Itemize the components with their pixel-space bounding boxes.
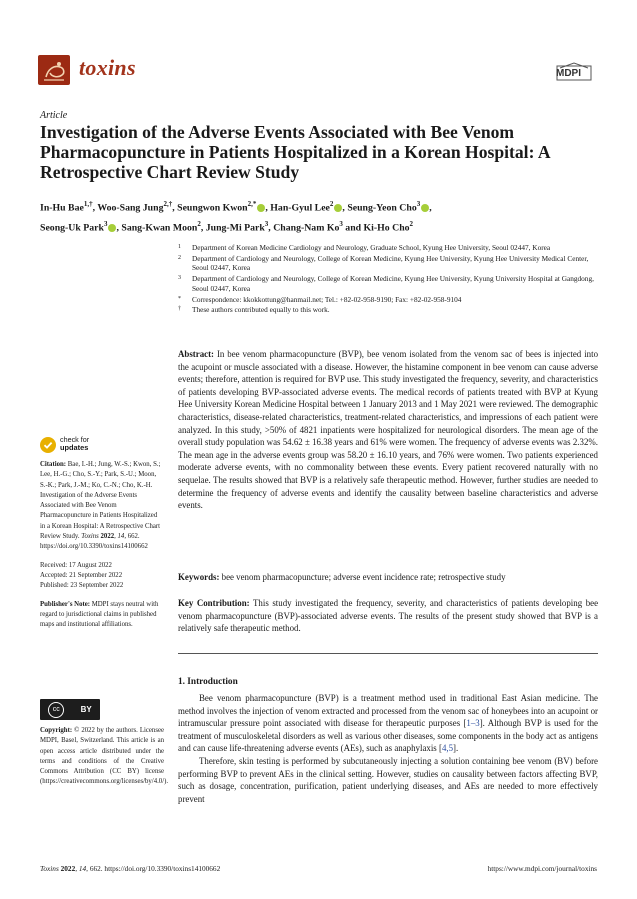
check-line2: updates — [60, 442, 89, 452]
publisher-note-text: MDPI stays neutral with regard to jurisdictional claims in published maps and institutional affiliations. — [40, 600, 159, 629]
journal-name[interactable]: toxins — [79, 55, 136, 80]
citation-doi-link[interactable]: , 662. https://doi.org/10.3390/toxins14100662 — [40, 533, 148, 551]
key-contribution — [178, 597, 598, 635]
author-affiliation-mark: 2 — [329, 200, 334, 208]
affiliation-text: Department of Korean Medicine Cardiology and Neurology, Graduate School, Kyung Hee University, Seoul 02447, Korea — [192, 243, 551, 252]
affiliation — [178, 274, 598, 293]
author-affiliation-mark: 3 — [416, 200, 421, 208]
check-for-updates-button[interactable] — [60, 436, 89, 451]
introduction-body — [178, 692, 598, 805]
author-affiliation-mark: 3 — [264, 220, 269, 229]
author-affiliation-mark: 2,† — [163, 200, 173, 208]
footer-citation: Toxins 2022, 14, 662. https://doi.org/10.3390/toxins14100662 — [40, 864, 221, 873]
author-separator: , — [268, 222, 274, 234]
accepted-date: Accepted: 21 September 2022 — [40, 571, 123, 579]
paragraph: Therefore, skin testing is performed by subcutaneously injecting a solution containing bee venom (BV) before performing BVP to prevent AEs in the clinical setting. However, studies on causality between factors affecting BVP, such as dosage, concentration, purification, patient underlying diseases, and AEs are needed to more effectively prevent — [178, 755, 598, 804]
author-separator: , — [200, 222, 206, 234]
key-contribution-text: This study investigated the frequency, severity, and characteristics of patients developing bee venom pharmacopuncture (BVP)-associated adverse events. The results of the present study showed that BVP is a relatively safe therapeutic method. — [178, 598, 599, 634]
author-separator: , — [265, 202, 271, 214]
keywords-label: Keywords: — [178, 572, 220, 582]
affiliation-mark: 1 — [178, 244, 181, 250]
author[interactable]: In-Hu Bae — [40, 202, 84, 214]
affiliation-mark: † — [178, 306, 181, 313]
footer-journal-link[interactable]: https://www.mdpi.com/journal/toxins — [487, 864, 597, 873]
cc-by-license-badge[interactable] — [40, 699, 100, 720]
check-line1: check for — [60, 435, 90, 444]
author[interactable]: Woo-Sang Jung — [97, 202, 164, 214]
author[interactable]: Seungwon Kwon — [177, 202, 248, 214]
affiliation — [178, 305, 598, 314]
author[interactable]: Seong-Uk Park — [40, 222, 104, 234]
affiliation-text: These authors contributed equally to this work. — [192, 305, 330, 315]
author-separator: , — [429, 202, 432, 214]
author-affiliation-mark: 2,* — [247, 200, 257, 208]
citation-year: 2022 — [100, 533, 115, 541]
author[interactable]: Seung-Yeon Cho — [347, 202, 417, 214]
author-affiliation-mark: 2 — [409, 220, 414, 229]
affiliation-text: Department of Cardiology and Neurology, College of Korean Medicine, Kyung Hee University, Kyung Hee University Medical Center, Seoul 02447, Korea — [192, 253, 589, 273]
article-type: Article — [40, 110, 68, 121]
section-heading: 1. Introduction — [178, 677, 238, 687]
citation-volume: 14 — [117, 533, 125, 541]
sidebar — [40, 460, 164, 638]
journal-logo-icon — [38, 55, 70, 85]
copyright-block — [40, 726, 169, 788]
affiliation — [178, 254, 598, 273]
cc-icon: cc — [48, 702, 64, 718]
author[interactable]: Ki-Ho Cho — [363, 222, 410, 234]
abstract-text: In bee venom pharmacopuncture (BVP), bee venom isolated from the venom sac of bees is injected into the acupoint or muscle associated with a disease. However, the histamine component in bee venom can cause adverse events; therefore, attention is required for BVP use. This study investigated the frequency, severity, and characteristics of patients developing BVP-associated adverse events. The medical records of patients treated with BVP at Kyung Hee University Korean Medicine Hospital between 1 January 2013 and 1 May 2021 were reviewed. The demographic characteristics, disease-related characteristics, treatment-related characteristics, and impressions of each patient were analyzed. In this study, >50% of 4821 inpatients were hospitalized for neurological disorders. The mean age of the overall study population was 54.62 ± 16.38 years and 61% were women. The frequency of adverse events was 2.32%. The mean age in the adverse events group was 58.20 ± 16.10 years, and 76% were women. Two patients experienced moderate adverse events, with no commonality between these events. Every patient recovered naturally with no sequelae. The results showed that BVP is a relatively safe therapeutic method. However, further studies are needed to determine the frequency of adverse events and identify the causality between baseline characteristics and adverse events. — [178, 349, 599, 511]
received-date: Received: 17 August 2022 — [40, 561, 112, 569]
author-separator: , — [342, 202, 348, 214]
citation-link[interactable]: 1–3 — [466, 718, 480, 729]
author-separator: , — [116, 222, 122, 234]
copyright-label: Copyright: — [40, 727, 73, 734]
author[interactable]: Sang-Kwan Moon — [121, 222, 198, 234]
publisher-name: MDPI — [556, 68, 581, 79]
author-affiliation-mark: 1,† — [83, 200, 93, 208]
publisher-note — [40, 600, 164, 631]
author-separator: , — [92, 202, 98, 214]
affiliation-text: Correspondence: kkokkottung@hanmail.net; Tel.: +82-02-958-9190; Fax: +82-02-958-9104 — [192, 294, 462, 304]
author[interactable]: Han-Gyul Lee — [270, 202, 330, 214]
published-date: Published: 23 September 2022 — [40, 582, 124, 590]
citation-block: Citation: Bae, I.-H.; Jung, W.-S.; Kwon, S.; Lee, H.-G.; Cho, S.-Y.; Park, S.-U.; Moon, S.-K.; Park, J.-M.; Ko, C.-N.; Cho, K.-H. Investigation of the Adverse Events Associated with Bee Venom Pharmacopuncture in Patients Hospitalized in a Korean Hospital: A Retrospective Chart Review Study. Toxins 2022, 14, 662. https://doi.org/10.3390/toxins14100662 — [40, 461, 161, 551]
keywords — [178, 571, 598, 584]
affiliation-mark: 2 — [178, 254, 181, 261]
copyright-text: © 2022 by the authors. Licensee MDPI, Basel, Switzerland. This article is an open access article distributed under the terms and conditions of the Creative Commons Attribution (CC BY) license (https://creativecommons.org/licenses/by/4.0/). — [40, 727, 169, 786]
author-list — [40, 196, 600, 237]
affiliation-text: Department of Cardiology and Neurology, College of Korean Medicine, Kyung Hee University, Kyung University Hospital at Gangdong, Seoul 02447, Korea — [192, 274, 594, 293]
keywords-text: bee venom pharmacopuncture; adverse event incidence rate; retrospective study — [221, 572, 506, 582]
affiliation-mark: 3 — [178, 275, 181, 282]
author[interactable]: Jung-Mi Park — [205, 222, 265, 234]
author[interactable]: Chang-Nam Ko — [273, 222, 340, 234]
publisher-note-label: Publisher's Note: — [40, 600, 91, 608]
affiliation — [178, 295, 598, 304]
key-contribution-label: Key Contribution: — [178, 598, 250, 608]
affiliations — [178, 243, 598, 316]
author-affiliation-mark: 3 — [339, 220, 343, 229]
author-separator: , — [172, 202, 178, 214]
author-affiliation-mark: 2 — [197, 220, 201, 229]
by-icon: BY — [80, 705, 92, 714]
abstract-label: Abstract: — [178, 349, 214, 359]
citation-link[interactable]: 4,5 — [441, 743, 454, 754]
section-divider — [178, 653, 598, 654]
abstract — [178, 348, 598, 512]
dates-block — [40, 561, 164, 592]
paragraph: Bee venom pharmacopuncture (BVP) is a treatment method used in traditional East Asian medicine. The method involves the injection of venom extracted and processed from the venom sac of honeybees into an acupoint or intramuscular pressure point associated with disease for therapeutic purposes [1–3]. Although BVP is used for the treatment of musculoskeletal disorders as well as various other diseases, some components in the body act as antigens and can cause life-threatening adverse events (AEs), such as anaphylaxis [4,5]. — [178, 693, 598, 754]
author-separator: and — [342, 222, 364, 234]
check-for-updates-icon[interactable] — [40, 437, 56, 453]
citation-journal: Toxins — [81, 533, 99, 541]
article-title: Investigation of the Adverse Events Associated with Bee Venom Pharmacopuncture in Patients Hospitalized in a Korean Hospital: A Retrospective Chart Review Study — [40, 122, 550, 182]
affiliation-mark: * — [178, 295, 181, 302]
author-affiliation-mark: 3 — [103, 220, 108, 229]
citation-text: Bae, I.-H.; Jung, W.-S.; Kwon, S.; Lee, H.-G.; Cho, S.-Y.; Park, S.-U.; Moon, S.-K.; Park, J.-M.; Ko, C.-N.; Cho, K.-H. Investigation of the Adverse Events Associated with Bee Venom Pharmacopuncture in Patients Hospitalized in a Korean Hospital: A Retrospective Chart Review Study. — [40, 461, 161, 541]
affiliation — [178, 243, 598, 252]
citation-label: Citation: — [40, 461, 67, 468]
